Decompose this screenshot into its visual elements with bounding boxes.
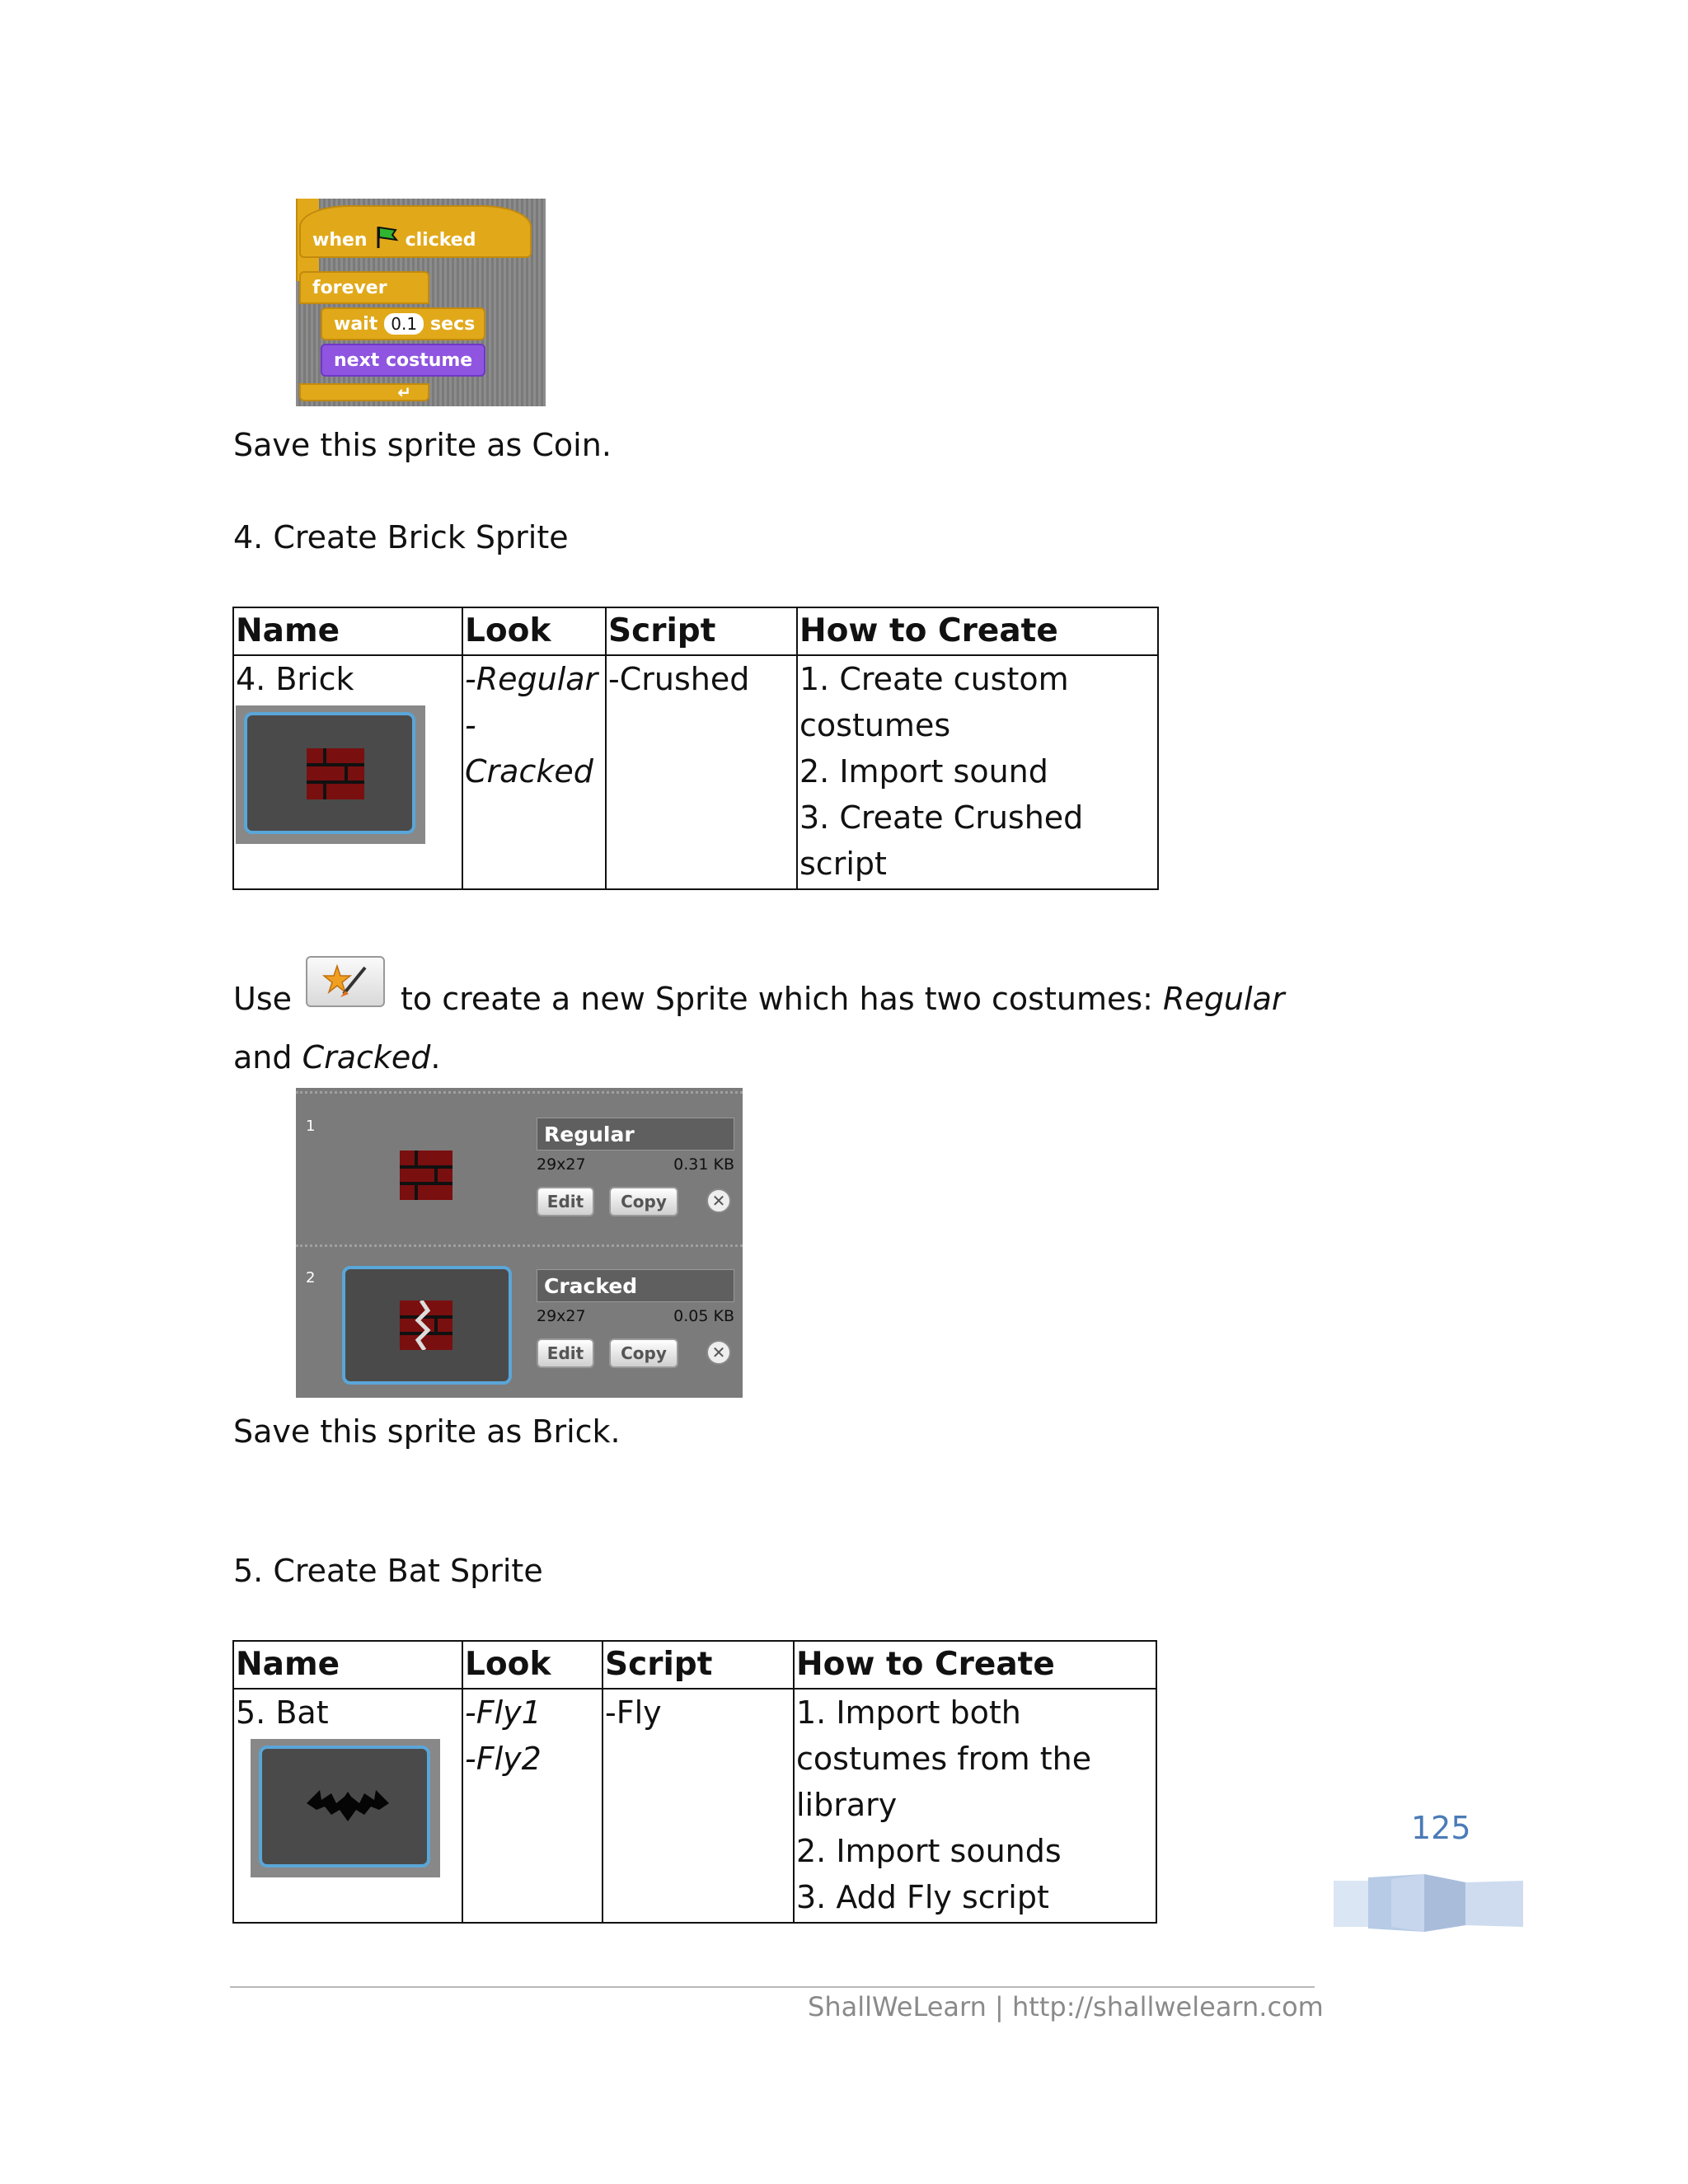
costume-copy-button[interactable]: Copy xyxy=(609,1338,678,1368)
paint-new-sprite-button[interactable] xyxy=(306,956,385,1007)
brick-sprite-table xyxy=(232,607,1159,890)
costume-row-regular xyxy=(296,1088,743,1241)
brick-script-cell: -Crushed xyxy=(606,655,797,889)
costume-meta xyxy=(537,1307,734,1325)
bat-name-cell xyxy=(233,1689,462,1923)
brick-look-regular: -Regular xyxy=(465,661,598,697)
brick-name-cell xyxy=(233,655,462,889)
header-name: Name xyxy=(233,607,462,655)
forever-loop-arrow-icon: ↵ xyxy=(299,383,429,401)
brick-how-cell xyxy=(797,655,1158,889)
when-flag-clicked-block xyxy=(299,205,532,258)
costume-edit-button[interactable]: Edit xyxy=(537,1187,594,1216)
brick-look-cell xyxy=(462,655,606,889)
wait-label: wait xyxy=(334,313,378,335)
green-flag-icon xyxy=(374,225,399,255)
and-text: and xyxy=(233,1039,302,1076)
costume-edit-button[interactable]: Edit xyxy=(537,1338,594,1368)
bat-how-line: 3. Add Fly script xyxy=(796,1879,1049,1915)
costume-size: 29x27 xyxy=(537,1155,586,1174)
forever-block xyxy=(299,271,429,304)
bat-sprite-thumbnail xyxy=(251,1739,440,1877)
header-look: Look xyxy=(462,607,606,655)
costume-copy-button[interactable]: Copy xyxy=(609,1187,678,1216)
brick-name: 4. Brick xyxy=(236,661,354,697)
hat-clicked-label: clicked xyxy=(405,229,476,251)
selected-costume-frame xyxy=(342,1266,512,1385)
scratch-script-image xyxy=(296,199,546,406)
and-cracked-line xyxy=(233,1038,441,1077)
costume-name[interactable]: Cracked xyxy=(537,1269,734,1302)
bat-script-cell: -Fly xyxy=(603,1689,794,1923)
brick-how-line: 1. Create custom xyxy=(799,661,1069,697)
header-script: Script xyxy=(606,607,797,655)
costume-name[interactable]: Regular xyxy=(537,1118,734,1151)
brick-how-line: costumes xyxy=(799,707,951,743)
next-costume-block xyxy=(321,344,485,377)
costume-size: 29x27 xyxy=(537,1307,586,1325)
brick-icon xyxy=(307,748,364,799)
bat-sprite-table xyxy=(232,1640,1157,1924)
brick-how-line: 3. Create Crushed xyxy=(799,799,1084,836)
step4-heading: 4. Create Brick Sprite xyxy=(233,519,569,555)
brick-sprite-thumbnail xyxy=(236,705,425,844)
brick-look-cracked: -Cracked xyxy=(465,707,593,790)
delete-costume-icon[interactable]: ✕ xyxy=(706,1188,731,1213)
costume-filesize: 0.31 KB xyxy=(673,1155,734,1174)
bat-how-line: costumes from the xyxy=(796,1741,1092,1777)
use-description-text: to create a new Sprite which has two costumes: xyxy=(401,981,1164,1017)
bat-look-cell xyxy=(462,1689,603,1923)
period-text: . xyxy=(430,1039,441,1076)
costume-number: 1 xyxy=(306,1118,316,1135)
next-costume-label: next costume xyxy=(334,349,473,371)
bat-how-line: 2. Import sounds xyxy=(796,1833,1062,1869)
costume-row-cracked xyxy=(296,1241,743,1394)
save-brick-text: Save this sprite as Brick. xyxy=(233,1413,621,1450)
brick-regular-icon xyxy=(400,1151,452,1200)
regular-italic: Regular xyxy=(1163,981,1285,1017)
page-ribbon-decoration xyxy=(1334,1874,1523,1933)
hat-when-label: when xyxy=(312,229,368,251)
bat-look-fly1: -Fly1 xyxy=(465,1694,542,1731)
use-description xyxy=(401,979,1285,1019)
brick-cracked-icon xyxy=(400,1301,452,1350)
bat-how-cell xyxy=(794,1689,1156,1923)
wait-value: 0.1 xyxy=(384,313,424,335)
brick-how-line: script xyxy=(799,846,887,882)
bat-name: 5. Bat xyxy=(236,1694,329,1731)
paintbrush-star-icon xyxy=(307,958,383,1005)
use-text: Use xyxy=(233,981,292,1017)
costume-filesize: 0.05 KB xyxy=(673,1307,734,1325)
bat-icon xyxy=(303,1779,392,1828)
header-script: Script xyxy=(603,1641,794,1689)
cracked-italic: Cracked xyxy=(302,1039,431,1076)
header-name: Name xyxy=(233,1641,462,1689)
bat-how-line: library xyxy=(796,1787,898,1823)
header-how: How to Create xyxy=(794,1641,1156,1689)
header-how: How to Create xyxy=(797,607,1158,655)
delete-costume-icon[interactable]: ✕ xyxy=(706,1340,731,1365)
step5-heading: 5. Create Bat Sprite xyxy=(233,1553,543,1589)
footer-divider xyxy=(230,1986,1315,1988)
wait-block xyxy=(321,307,485,340)
costume-number: 2 xyxy=(306,1269,316,1286)
brick-how-line: 2. Import sound xyxy=(799,753,1048,790)
save-coin-text: Save this sprite as Coin. xyxy=(233,427,612,463)
footer-text: ShallWeLearn | http://shallwelearn.com xyxy=(808,1991,1324,2022)
bat-look-fly2: -Fly2 xyxy=(465,1741,542,1777)
costume-meta xyxy=(537,1155,734,1174)
bat-how-line: 1. Import both xyxy=(796,1694,1021,1731)
costumes-panel-image xyxy=(296,1088,743,1398)
header-look: Look xyxy=(462,1641,603,1689)
forever-label: forever xyxy=(312,277,387,298)
page-number: 125 xyxy=(1411,1810,1471,1846)
secs-label: secs xyxy=(430,313,476,335)
